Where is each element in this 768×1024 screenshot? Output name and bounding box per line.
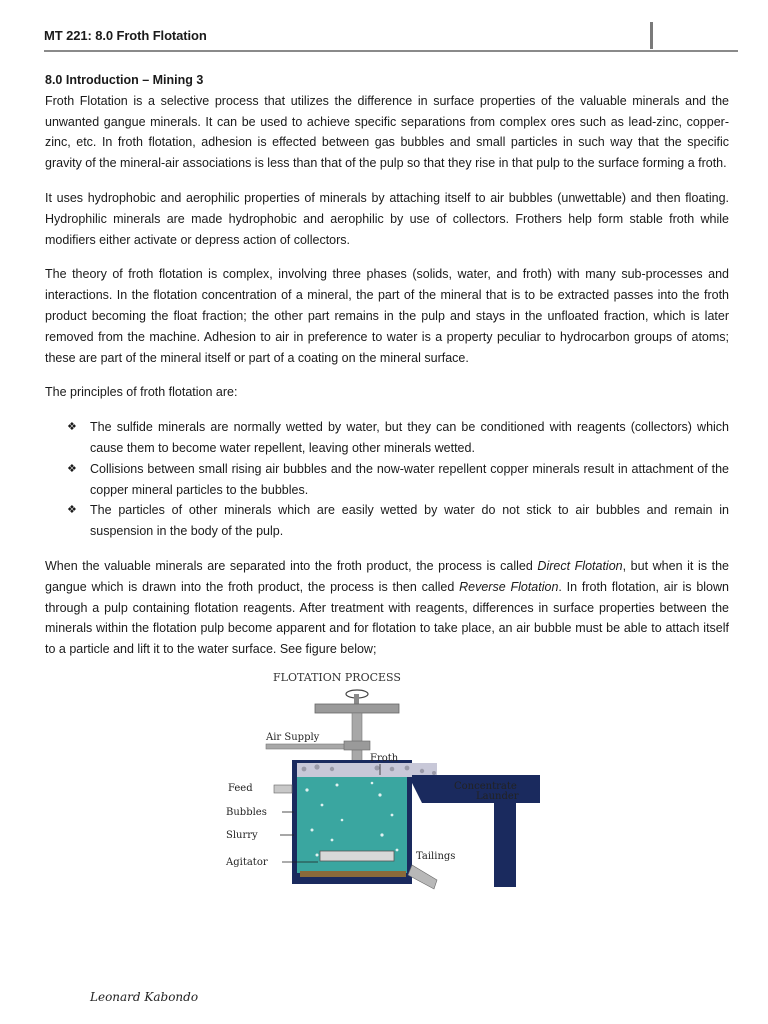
list-item-text: Collisions between small rising air bubbles and the now-water repellent copper minerals result in attachment of the copper mineral particles to the bubbles. <box>90 461 729 497</box>
text-run: . In froth flotation, air is blown through a pulp containing flotation reagents. After treatment with reagents, differences in surface properties between the minerals within the flotation pulp become apparent and for flotation to take place, an air bubble must be able to attach itself to a particle and lift it to the water surface. See figure below; <box>45 579 729 657</box>
agitator-impeller <box>320 851 394 861</box>
text-run: When the valuable minerals are separated into the froth product, the process is called <box>45 558 538 573</box>
header-tick-mark <box>650 22 653 49</box>
label-froth: Froth <box>370 753 399 764</box>
flotation-diagram <box>222 665 552 895</box>
label-feed: Feed <box>228 783 253 794</box>
air-supply-pipe <box>266 744 356 749</box>
figure-title: FLOTATION PROCESS <box>273 671 401 684</box>
paragraph-intro: Froth Flotation is a selective process that utilizes the difference in surface properties of the valuable minerals and the unwanted gangue minerals. It can be used to achieve specific separations from complex ores such as lead-zinc, copper-zinc, etc. In froth flotation, adhesion is effected between gas bubbles and small particles in such way that the specific gravity of the mineral-air associations is less than that of the pulp so that they rise in that pulp to the surface forming a froth. <box>45 93 729 171</box>
list-item <box>67 500 729 542</box>
diamond-bullet-icon: ❖ <box>67 504 77 517</box>
label-launder: Launder <box>476 791 519 802</box>
list-item <box>67 459 729 501</box>
label-slurry: Slurry <box>226 830 258 841</box>
feed-pipe <box>274 785 292 793</box>
list-item-text: The sulfide minerals are normally wetted by water, but they can be conditioned with reagents (collectors) which cause them to become water repellent, leaving other minerals wetted. <box>90 420 729 455</box>
term-reverse-flotation: Reverse Flotation <box>459 579 559 594</box>
label-concentrate: Concentrate <box>454 781 517 792</box>
term-direct-flotation: Direct Flotation <box>537 558 623 573</box>
list-item <box>67 417 729 459</box>
text-run: , but when it is the gangue which is drawn into the froth product, the process is then called <box>45 558 729 594</box>
section-heading: 8.0 Introduction – Mining 3 <box>45 73 204 87</box>
principles-list <box>45 417 729 542</box>
author-signature: Leonard Kabondo <box>90 990 199 1004</box>
air-supply-coupling <box>344 741 370 750</box>
tank-sediment <box>300 871 406 877</box>
header-title: MT 221: 8.0 Froth Flotation <box>44 28 207 43</box>
list-item-text: The particles of other minerals which are easily wetted by water do not stick to air bubbles and remain in suspension in the body of the pulp. <box>90 503 729 539</box>
header-rule <box>44 50 738 52</box>
label-agitator: Agitator <box>226 857 268 868</box>
paragraph-direct-reverse <box>45 556 729 660</box>
label-tailings: Tailings <box>416 851 456 862</box>
paragraph-theory: The theory of froth flotation is complex, involving three phases (solids, water, and froth) with many sub-processes and interactions. In the flotation concentration of a mineral, the part of the mineral that is to be extracted passes into the froth product becoming the float fraction; the other part remains in the pulp and stays in the unfloated fraction, which is later removed from the machine. Adhesion to air in preference to water is a property peculiar to hydrocarbon groups of atoms; these are part of the mineral itself or part of a coating on the mineral surface. <box>45 267 729 365</box>
paragraph-hydrophobic: It uses hydrophobic and aerophilic properties of minerals by attaching itself to air bubbles (unwettable) and then floating. Hydrophilic minerals are made hydrophobic and aerophilic by use of collectors. Frothers help form stable froth while modifiers either activate or depress action of collectors. <box>45 190 729 247</box>
motor-plate <box>315 704 399 713</box>
motor-stem <box>354 694 359 704</box>
flotation-process-figure <box>222 665 552 895</box>
label-bubbles: Bubbles <box>226 807 267 818</box>
paragraph-principles-lead: The principles of froth flotation are: <box>45 385 238 400</box>
diamond-bullet-icon: ❖ <box>67 462 77 475</box>
main-content <box>45 70 729 674</box>
diamond-bullet-icon: ❖ <box>67 421 77 434</box>
page-header <box>44 28 738 50</box>
label-air-supply: Air Supply <box>266 732 320 743</box>
tailings-pipe <box>408 865 437 889</box>
